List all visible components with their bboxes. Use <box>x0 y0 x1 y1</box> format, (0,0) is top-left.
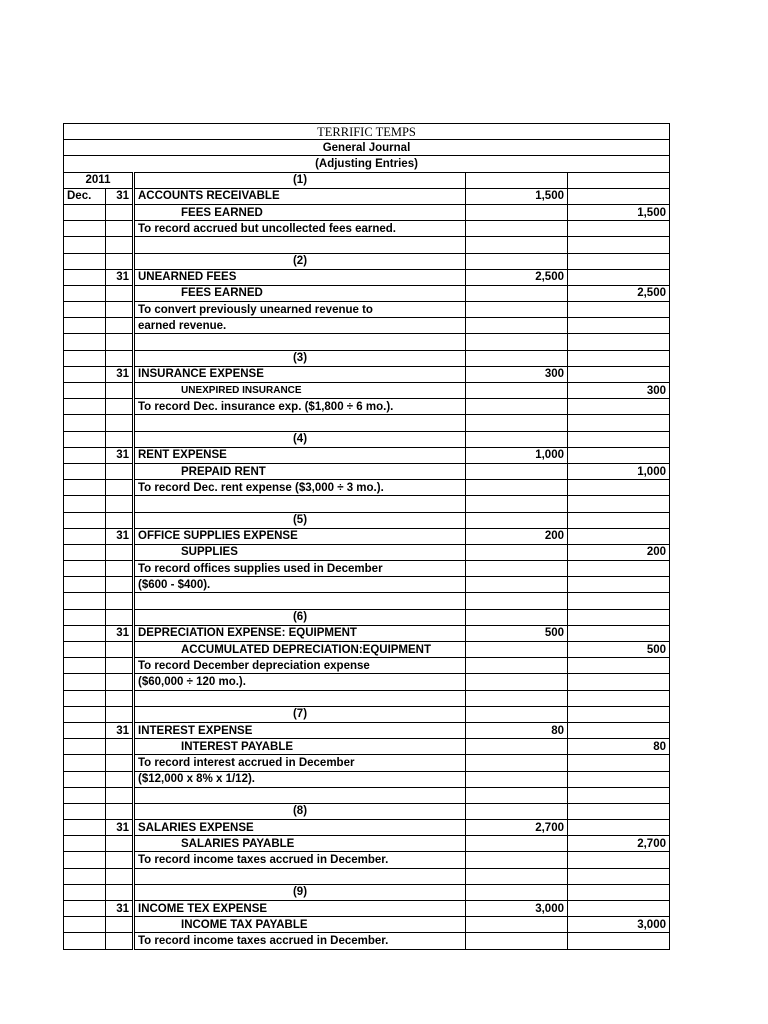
debit-cell <box>466 318 568 334</box>
credit-cell <box>568 674 670 690</box>
debit-cell <box>466 480 568 496</box>
debit-cell <box>466 852 568 868</box>
credit-cell <box>568 188 670 204</box>
credit-cell <box>568 593 670 609</box>
credit-cell <box>568 172 670 188</box>
debit-cell: 3,000 <box>466 901 568 917</box>
credit-account-name: SUPPLIES <box>134 544 466 560</box>
entry-explanation: To record income taxes accrued in December. <box>134 852 466 868</box>
debit-cell <box>466 674 568 690</box>
day-cell: 31 <box>106 901 134 917</box>
entry-explanation: ($60,000 ÷ 120 mo.). <box>134 674 466 690</box>
debit-cell <box>466 803 568 819</box>
date-cell: 2011 <box>64 172 134 188</box>
blank-row <box>64 593 670 609</box>
entry-explanation: To record income taxes accrued in December. <box>134 933 466 949</box>
debit-account-name: DEPRECIATION EXPENSE: EQUIPMENT <box>134 625 466 641</box>
credit-cell: 2,500 <box>568 285 670 301</box>
credit-cell <box>568 221 670 237</box>
day-cell <box>106 496 134 512</box>
day-cell <box>106 221 134 237</box>
date-cell <box>64 674 106 690</box>
debit-cell: 1,500 <box>466 188 568 204</box>
debit-cell <box>466 787 568 803</box>
description-cell <box>134 868 466 884</box>
credit-cell <box>568 350 670 366</box>
credit-account-name: INTEREST PAYABLE <box>134 739 466 755</box>
credit-cell <box>568 901 670 917</box>
credit-cell <box>568 755 670 771</box>
journal-row <box>64 755 670 771</box>
debit-cell <box>466 771 568 787</box>
debit-cell: 2,500 <box>466 269 568 285</box>
journal-row <box>64 852 670 868</box>
journal-row <box>64 302 670 318</box>
credit-cell <box>568 852 670 868</box>
journal-row <box>64 366 670 382</box>
date-cell <box>64 334 106 350</box>
debit-cell <box>466 609 568 625</box>
journal-row <box>64 820 670 836</box>
description-cell <box>134 415 466 431</box>
day-cell <box>106 480 134 496</box>
entry-number: (9) <box>134 884 466 900</box>
journal-row <box>64 253 670 269</box>
date-cell <box>64 609 106 625</box>
date-cell <box>64 625 106 641</box>
journal-row <box>64 221 670 237</box>
day-cell <box>106 836 134 852</box>
credit-cell <box>568 577 670 593</box>
debit-cell <box>466 642 568 658</box>
credit-cell <box>568 771 670 787</box>
debit-account-name: OFFICE SUPPLIES EXPENSE <box>134 528 466 544</box>
credit-cell: 1,500 <box>568 204 670 220</box>
date-cell <box>64 496 106 512</box>
day-cell: 31 <box>106 528 134 544</box>
debit-account-name: SALARIES EXPENSE <box>134 820 466 836</box>
day-cell <box>106 593 134 609</box>
credit-cell <box>568 561 670 577</box>
day-cell: 31 <box>106 722 134 738</box>
journal-row <box>64 383 670 399</box>
day-cell <box>106 334 134 350</box>
journal-row <box>64 884 670 900</box>
day-cell <box>106 642 134 658</box>
blank-row <box>64 496 670 512</box>
day-cell <box>106 204 134 220</box>
journal-row <box>64 933 670 949</box>
debit-cell: 300 <box>466 366 568 382</box>
credit-cell <box>568 512 670 528</box>
credit-cell: 3,000 <box>568 917 670 933</box>
credit-cell <box>568 609 670 625</box>
credit-cell <box>568 399 670 415</box>
credit-cell: 1,000 <box>568 463 670 479</box>
day-cell <box>106 415 134 431</box>
entry-number: (2) <box>134 253 466 269</box>
credit-cell <box>568 933 670 949</box>
debit-cell <box>466 593 568 609</box>
date-cell <box>64 350 106 366</box>
date-cell <box>64 431 106 447</box>
date-cell <box>64 803 106 819</box>
journal-title: General Journal <box>64 140 670 156</box>
blank-row <box>64 237 670 253</box>
credit-cell <box>568 803 670 819</box>
debit-cell <box>466 739 568 755</box>
date-cell <box>64 528 106 544</box>
journal-row <box>64 658 670 674</box>
credit-account-name: UNEXPIRED INSURANCE <box>134 383 466 399</box>
date-cell <box>64 593 106 609</box>
blank-row <box>64 415 670 431</box>
debit-account-name: INTEREST EXPENSE <box>134 722 466 738</box>
day-cell <box>106 512 134 528</box>
debit-account-name: UNEARNED FEES <box>134 269 466 285</box>
credit-cell <box>568 480 670 496</box>
day-cell <box>106 383 134 399</box>
date-cell <box>64 204 106 220</box>
day-cell <box>106 350 134 366</box>
debit-cell <box>466 383 568 399</box>
date-cell <box>64 544 106 560</box>
date-cell <box>64 561 106 577</box>
journal-subtitle: (Adjusting Entries) <box>64 156 670 172</box>
day-cell <box>106 787 134 803</box>
date-cell <box>64 447 106 463</box>
credit-account-name: FEES EARNED <box>134 204 466 220</box>
journal-row <box>64 512 670 528</box>
debit-cell <box>466 884 568 900</box>
entry-explanation: To record interest accrued in December <box>134 755 466 771</box>
debit-cell <box>466 253 568 269</box>
credit-account-name: FEES EARNED <box>134 285 466 301</box>
date-cell <box>64 512 106 528</box>
journal-row <box>64 172 670 188</box>
date-cell <box>64 901 106 917</box>
date-cell <box>64 642 106 658</box>
credit-cell <box>568 415 670 431</box>
debit-cell <box>466 690 568 706</box>
debit-account-name: ACCOUNTS RECEIVABLE <box>134 188 466 204</box>
debit-cell <box>466 334 568 350</box>
date-cell <box>64 269 106 285</box>
journal-row <box>64 318 670 334</box>
journal-row <box>64 285 670 301</box>
debit-cell <box>466 836 568 852</box>
credit-account-name: INCOME TAX PAYABLE <box>134 917 466 933</box>
journal-row <box>64 917 670 933</box>
date-cell <box>64 917 106 933</box>
description-cell <box>134 787 466 803</box>
day-cell: 31 <box>106 820 134 836</box>
description-cell <box>134 237 466 253</box>
debit-cell <box>466 399 568 415</box>
journal-row <box>64 577 670 593</box>
day-cell: 31 <box>106 625 134 641</box>
blank-row <box>64 690 670 706</box>
day-cell <box>106 771 134 787</box>
journal-row <box>64 739 670 755</box>
journal-row <box>64 771 670 787</box>
credit-cell <box>568 334 670 350</box>
date-cell <box>64 706 106 722</box>
debit-account-name: RENT EXPENSE <box>134 447 466 463</box>
day-cell <box>106 658 134 674</box>
day-cell <box>106 237 134 253</box>
entry-explanation: To record Dec. rent expense ($3,000 ÷ 3 mo.). <box>134 480 466 496</box>
date-cell <box>64 463 106 479</box>
journal-row <box>64 463 670 479</box>
debit-cell <box>466 544 568 560</box>
debit-cell <box>466 415 568 431</box>
credit-cell <box>568 690 670 706</box>
date-cell <box>64 480 106 496</box>
debit-cell: 80 <box>466 722 568 738</box>
day-cell <box>106 933 134 949</box>
journal-row <box>64 803 670 819</box>
debit-cell <box>466 463 568 479</box>
debit-account-name: INSURANCE EXPENSE <box>134 366 466 382</box>
date-cell: Dec. <box>64 188 106 204</box>
journal-row <box>64 528 670 544</box>
day-cell <box>106 302 134 318</box>
debit-cell <box>466 172 568 188</box>
day-cell: 31 <box>106 366 134 382</box>
entry-number: (1) <box>134 172 466 188</box>
day-cell <box>106 609 134 625</box>
date-cell <box>64 253 106 269</box>
debit-cell: 500 <box>466 625 568 641</box>
description-cell <box>134 593 466 609</box>
credit-cell <box>568 447 670 463</box>
header-row-subtitle <box>64 156 670 172</box>
debit-cell <box>466 868 568 884</box>
date-cell <box>64 237 106 253</box>
day-cell: 31 <box>106 188 134 204</box>
debit-cell: 2,700 <box>466 820 568 836</box>
debit-cell <box>466 350 568 366</box>
debit-cell <box>466 933 568 949</box>
day-cell <box>106 463 134 479</box>
date-cell <box>64 366 106 382</box>
day-cell <box>106 674 134 690</box>
credit-cell <box>568 787 670 803</box>
credit-account-name: SALARIES PAYABLE <box>134 836 466 852</box>
entry-explanation: earned revenue. <box>134 318 466 334</box>
entry-explanation: To record December depreciation expense <box>134 658 466 674</box>
credit-cell <box>568 302 670 318</box>
journal-row <box>64 722 670 738</box>
date-cell <box>64 787 106 803</box>
journal-row <box>64 836 670 852</box>
credit-cell <box>568 237 670 253</box>
blank-row <box>64 868 670 884</box>
date-cell <box>64 771 106 787</box>
credit-cell <box>568 269 670 285</box>
company-name: TERRIFIC TEMPS <box>64 124 670 140</box>
debit-cell <box>466 204 568 220</box>
date-cell <box>64 658 106 674</box>
day-cell <box>106 253 134 269</box>
credit-cell <box>568 528 670 544</box>
debit-cell <box>466 221 568 237</box>
entry-explanation: To record offices supplies used in December <box>134 561 466 577</box>
credit-cell <box>568 253 670 269</box>
credit-cell <box>568 431 670 447</box>
credit-cell: 2,700 <box>568 836 670 852</box>
day-cell <box>106 285 134 301</box>
journal-row <box>64 625 670 641</box>
day-cell: 31 <box>106 447 134 463</box>
date-cell <box>64 415 106 431</box>
entry-number: (3) <box>134 350 466 366</box>
credit-cell: 500 <box>568 642 670 658</box>
journal-row <box>64 901 670 917</box>
debit-cell <box>466 658 568 674</box>
entry-explanation: To record Dec. insurance exp. ($1,800 ÷ 6 mo.). <box>134 399 466 415</box>
day-cell <box>106 577 134 593</box>
credit-account-name: PREPAID RENT <box>134 463 466 479</box>
date-cell <box>64 577 106 593</box>
entry-explanation: To record accrued but uncollected fees earned. <box>134 221 466 237</box>
journal-row <box>64 350 670 366</box>
date-cell <box>64 399 106 415</box>
description-cell <box>134 334 466 350</box>
entry-number: (4) <box>134 431 466 447</box>
day-cell <box>106 318 134 334</box>
debit-cell <box>466 285 568 301</box>
debit-cell <box>466 237 568 253</box>
debit-cell <box>466 706 568 722</box>
credit-cell <box>568 318 670 334</box>
header-row-company <box>64 124 670 140</box>
date-cell <box>64 383 106 399</box>
credit-account-name: ACCUMULATED DEPRECIATION:EQUIPMENT <box>134 642 466 658</box>
debit-cell <box>466 917 568 933</box>
date-cell <box>64 739 106 755</box>
day-cell <box>106 561 134 577</box>
day-cell <box>106 917 134 933</box>
journal-row <box>64 561 670 577</box>
credit-cell <box>568 706 670 722</box>
debit-cell: 1,000 <box>466 447 568 463</box>
day-cell <box>106 690 134 706</box>
entry-number: (8) <box>134 803 466 819</box>
date-cell <box>64 820 106 836</box>
credit-cell <box>568 366 670 382</box>
day-cell <box>106 884 134 900</box>
description-cell <box>134 690 466 706</box>
entry-explanation: To convert previously unearned revenue to <box>134 302 466 318</box>
day-cell <box>106 755 134 771</box>
credit-cell <box>568 820 670 836</box>
day-cell <box>106 544 134 560</box>
journal-row <box>64 642 670 658</box>
credit-cell <box>568 625 670 641</box>
day-cell <box>106 868 134 884</box>
debit-cell <box>466 755 568 771</box>
journal-row <box>64 204 670 220</box>
debit-cell <box>466 431 568 447</box>
day-cell: 31 <box>106 269 134 285</box>
journal-row <box>64 674 670 690</box>
credit-cell: 80 <box>568 739 670 755</box>
journal-row <box>64 188 670 204</box>
journal-row <box>64 609 670 625</box>
credit-cell <box>568 658 670 674</box>
day-cell <box>106 431 134 447</box>
credit-cell <box>568 868 670 884</box>
date-cell <box>64 285 106 301</box>
date-cell <box>64 221 106 237</box>
debit-account-name: INCOME TEX EXPENSE <box>134 901 466 917</box>
debit-cell <box>466 496 568 512</box>
description-cell <box>134 496 466 512</box>
day-cell <box>106 739 134 755</box>
journal-row <box>64 399 670 415</box>
blank-row <box>64 334 670 350</box>
debit-cell <box>466 561 568 577</box>
date-cell <box>64 852 106 868</box>
date-cell <box>64 690 106 706</box>
day-cell <box>106 399 134 415</box>
debit-cell <box>466 512 568 528</box>
day-cell <box>106 852 134 868</box>
journal-row <box>64 269 670 285</box>
date-cell <box>64 302 106 318</box>
entry-explanation: ($12,000 x 8% x 1/12). <box>134 771 466 787</box>
credit-cell <box>568 722 670 738</box>
debit-cell: 200 <box>466 528 568 544</box>
credit-cell <box>568 884 670 900</box>
credit-cell: 300 <box>568 383 670 399</box>
date-cell <box>64 755 106 771</box>
debit-cell <box>466 302 568 318</box>
journal-row <box>64 544 670 560</box>
journal-row <box>64 706 670 722</box>
header-row-journal <box>64 140 670 156</box>
entry-number: (6) <box>134 609 466 625</box>
general-journal-table <box>63 123 670 950</box>
date-cell <box>64 836 106 852</box>
blank-row <box>64 787 670 803</box>
date-cell <box>64 318 106 334</box>
entry-explanation: ($600 - $400). <box>134 577 466 593</box>
date-cell <box>64 868 106 884</box>
date-cell <box>64 884 106 900</box>
day-cell <box>106 803 134 819</box>
credit-cell: 200 <box>568 544 670 560</box>
journal-row <box>64 447 670 463</box>
journal-row <box>64 480 670 496</box>
credit-cell <box>568 496 670 512</box>
debit-cell <box>466 577 568 593</box>
journal-row <box>64 431 670 447</box>
date-cell <box>64 933 106 949</box>
day-cell <box>106 706 134 722</box>
entry-number: (7) <box>134 706 466 722</box>
entry-number: (5) <box>134 512 466 528</box>
date-cell <box>64 722 106 738</box>
